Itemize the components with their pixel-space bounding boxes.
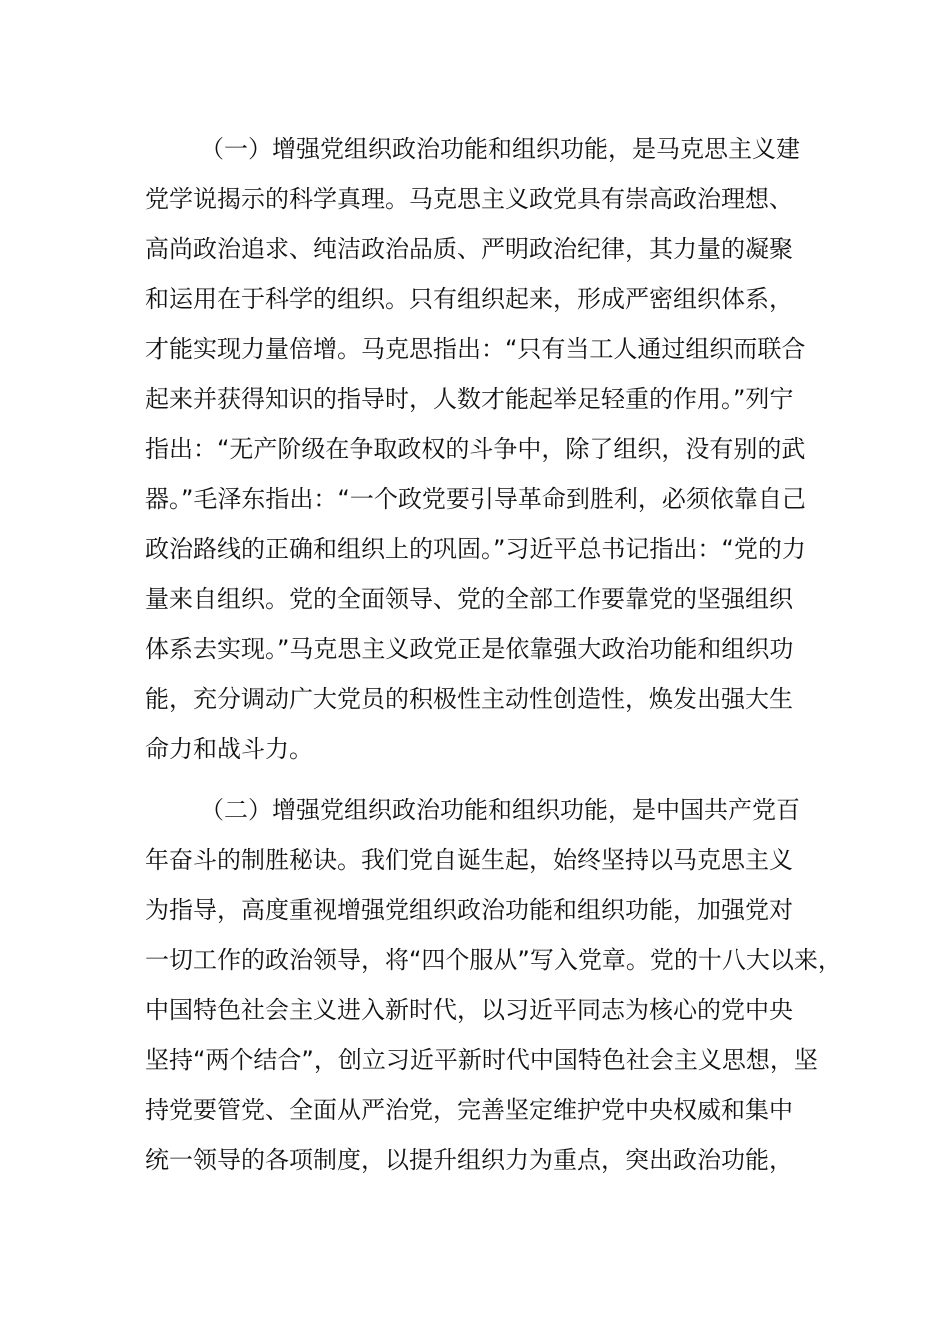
paragraph-line: 起来并获得知识的指导时，人数才能起举足轻重的作用。”列宁 xyxy=(145,385,794,413)
paragraph-line: 命力和战斗力。 xyxy=(145,735,313,763)
paragraph-line: 中国特色社会主义进入新时代，以习近平同志为核心的党中央 xyxy=(145,996,793,1024)
paragraph-2 xyxy=(145,785,842,1185)
paragraph-line: 政治路线的正确和组织上的巩固。”习近平总书记指出：“党的力 xyxy=(145,535,806,563)
paragraph-line: 器。”毛泽东指出：“一个政党要引导革命到胜利，必须依靠自己 xyxy=(145,485,806,513)
paragraph-line: 高尚政治追求、纯洁政治品质、严明政治纪律，其力量的凝聚 xyxy=(145,235,793,263)
paragraph-line: 量来自组织。党的全面领导、党的全部工作要靠党的坚强组织 xyxy=(145,585,793,613)
paragraph-line: 统一领导的各项制度，以提升组织力为重点，突出政治功能， xyxy=(145,1146,793,1174)
paragraph-line: 持党要管党、全面从严治党，完善坚定维护党中央权威和集中 xyxy=(145,1096,793,1124)
paragraph-line: 和运用在于科学的组织。只有组织起来，形成严密组织体系， xyxy=(145,285,793,313)
paragraph-line: 年奋斗的制胜秘诀。我们党自诞生起，始终坚持以马克思主义 xyxy=(145,846,793,874)
paragraph-line: （一）增强党组织政治功能和组织功能，是马克思主义建 xyxy=(200,135,800,163)
paragraph-1 xyxy=(145,124,825,774)
paragraph-line: 体系去实现。”马克思主义政党正是依靠强大政治功能和组织功 xyxy=(145,635,794,663)
paragraph-line: 坚持“两个结合”，创立习近平新时代中国特色社会主义思想，坚 xyxy=(145,1046,818,1074)
paragraph-line: （二）增强党组织政治功能和组织功能，是中国共产党百 xyxy=(200,796,800,824)
paragraph-line: 指出：“无产阶级在争取政权的斗争中，除了组织，没有别的武 xyxy=(145,435,806,463)
paragraph-line: 党学说揭示的科学真理。马克思主义政党具有崇高政治理想、 xyxy=(145,185,793,213)
paragraph-line: 为指导，高度重视增强党组织政治功能和组织功能，加强党对 xyxy=(145,896,793,924)
paragraph-line: 才能实现力量倍增。马克思指出：“只有当工人通过组织而联合 xyxy=(145,335,806,363)
paragraph-line: 能，充分调动广大党员的积极性主动性创造性，焕发出强大生 xyxy=(145,685,793,713)
paragraph-line: 一切工作的政治领导，将“四个服从”写入党章。党的十八大以来， xyxy=(145,946,842,974)
